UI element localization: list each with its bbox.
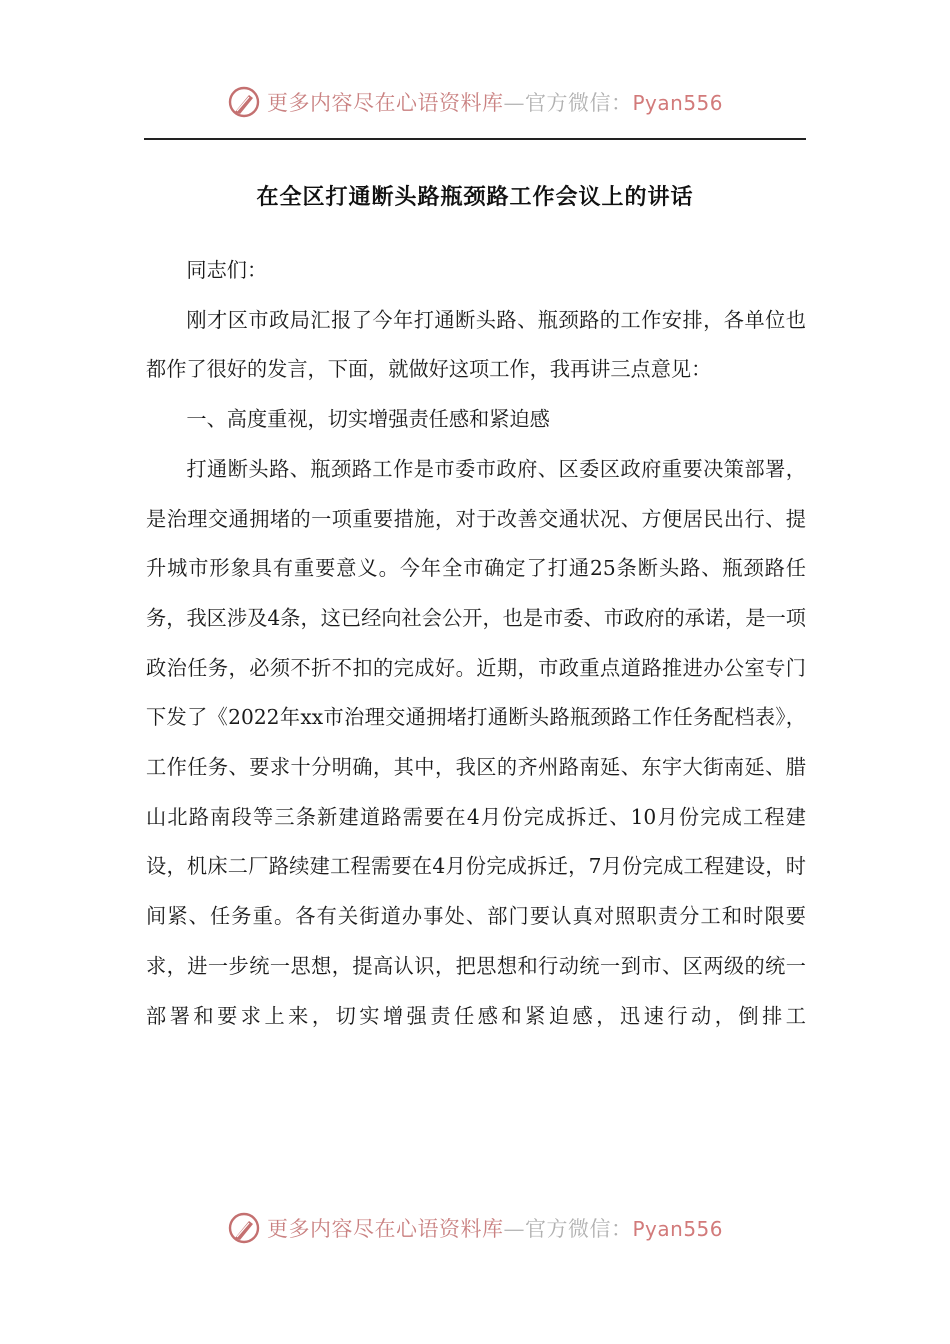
paragraph: 打通断头路、瓶颈路工作是市委市政府、区委区政府重要决策部署，是治理交通拥堵的一项重要措施，对于改善交通状况、方便居民出行、提升城市形象具有重要意义。今年全市确定了打通25条断头路、瓶颈路任务，我区涉及4条，这已经向社会公开，也是市委、市政府的承诺，是一项政治任务，必须不折不扣的完成好。近期，市政重点道路推进办公室专门下发了《2022年xx市治理交通拥堵打通断头路瓶颈路工作任务配档表》，工作任务、要求十分明确，其中，我区的齐州路南延、东宇大街南延、腊山北路南段等三条新建道路需要在4月份完成拆迁、10月份完成工程建设，机床二厂路续建工程需要在4月份完成拆迁，7月份完成工程建设，时间紧、任务重。各有关街道办事处、部门要认真对照职责分工和时限要求，进一步统一思想，提高认识，把思想和行动统一到市、区两级的统一部署和要求上来，切实增强责任感和紧迫感，迅速行动，倒排工	[146, 456, 806, 1028]
paragraph: 刚才区市政局汇报了今年打通断头路、瓶颈路的工作安排，各单位也都作了很好的发言，下面，就做好这项工作，我再讲三点意见：	[146, 307, 806, 382]
pen-logo-icon	[227, 1211, 261, 1245]
pen-logo-icon	[227, 85, 261, 119]
header-watermark	[0, 82, 950, 122]
document-body	[146, 246, 806, 1041]
salutation: 同志们：	[186, 258, 268, 282]
watermark-text: 更多内容尽在心语资料库—官方微信：Pyan556	[266, 91, 723, 115]
watermark-text: 更多内容尽在心语资料库—官方微信：Pyan556	[266, 1217, 723, 1241]
footer-watermark	[0, 1208, 950, 1248]
section-heading: 一、高度重视，切实增强责任感和紧迫感	[186, 407, 550, 432]
header-divider	[144, 138, 806, 140]
document-title: 在全区打通断头路瓶颈路工作会议上的讲话	[256, 185, 694, 210]
